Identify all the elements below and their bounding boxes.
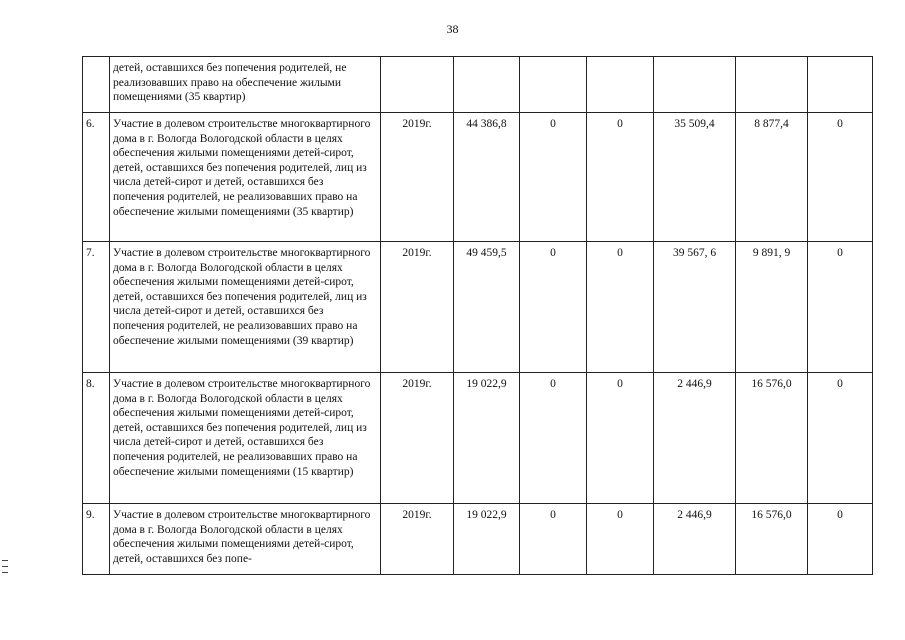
row-total: 49 459,5 [454, 242, 520, 373]
row-value-3: 0 [587, 373, 654, 504]
row-value-6 [808, 57, 873, 113]
page-number: 38 [446, 22, 459, 36]
row-total: 44 386,8 [454, 113, 520, 242]
row-year: 2019г. [381, 373, 454, 504]
row-value-4: 2 446,9 [654, 504, 736, 575]
row-value-6: 0 [808, 242, 873, 373]
row-value-4: 39 567, 6 [654, 242, 736, 373]
row-number: 8. [83, 373, 110, 504]
row-year: 2019г. [381, 113, 454, 242]
row-number [83, 57, 110, 113]
row-value-5: 16 576,0 [736, 504, 808, 575]
row-description: Участие в долевом строительстве многоквартирного дома в г. Вологда Вологодской области в целях обеспечения жилыми помещениями детей-сирот, детей, оставшихся без попечения родителей, лиц из числа детей-сирот и детей, оставшихся без попечения родителей, не реализовавших право на обеспечение жилыми помещениями (15 квартир) [110, 373, 381, 504]
row-year: 2019г. [381, 242, 454, 373]
row-year: 2019г. [381, 504, 454, 575]
table-row [83, 373, 873, 504]
row-value-5 [736, 57, 808, 113]
row-value-6: 0 [808, 504, 873, 575]
row-value-2: 0 [520, 373, 587, 504]
row-value-4 [654, 57, 736, 113]
row-description: Участие в долевом строительстве многоквартирного дома в г. Вологда Вологодской области в целях обеспечения жилыми помещениями детей-сирот, детей, оставшихся без попе- [110, 504, 381, 575]
table-row [83, 113, 873, 242]
row-total: 19 022,9 [454, 504, 520, 575]
table-row [83, 242, 873, 373]
row-value-3: 0 [587, 504, 654, 575]
row-value-2: 0 [520, 504, 587, 575]
row-year [381, 57, 454, 113]
row-value-3: 0 [587, 242, 654, 373]
table-row [83, 57, 873, 113]
row-value-6: 0 [808, 113, 873, 242]
row-value-5: 16 576,0 [736, 373, 808, 504]
row-value-3: 0 [587, 113, 654, 242]
row-total [454, 57, 520, 113]
budget-table [82, 56, 873, 575]
row-value-6: 0 [808, 373, 873, 504]
row-total: 19 022,9 [454, 373, 520, 504]
row-value-3 [587, 57, 654, 113]
row-description: Участие в долевом строительстве многоквартирного дома в г. Вологда Вологодской области в целях обеспечения жилыми помещениями детей-сирот, детей, оставшихся без попечения родителей, лиц из числа детей-сирот и детей, оставшихся без попечения родителей, не реализовавших право на обеспечение жилыми помещениями (35 квартир) [110, 113, 381, 242]
row-number: 6. [83, 113, 110, 242]
row-value-2: 0 [520, 113, 587, 242]
row-value-2: 0 [520, 242, 587, 373]
row-value-2 [520, 57, 587, 113]
table-row [83, 504, 873, 575]
row-value-5: 8 877,4 [736, 113, 808, 242]
row-value-4: 35 509,4 [654, 113, 736, 242]
row-number: 9. [83, 504, 110, 575]
row-value-5: 9 891, 9 [736, 242, 808, 373]
row-value-4: 2 446,9 [654, 373, 736, 504]
row-description: Участие в долевом строительстве многоквартирного дома в г. Вологда Вологодской области в целях обеспечения жилыми помещениями детей-сирот, детей, оставшихся без попечения родителей, лиц из числа детей-сирот и детей, оставшихся без попечения родителей, не реализовавших право на обеспечение жилыми помещениями (39 квартир) [110, 242, 381, 373]
scan-artifact-marks [2, 560, 10, 578]
row-description: детей, оставшихся без попечения родителей, не реализовавших право на обеспечение жилыми помещениями (35 квартир) [110, 57, 381, 113]
row-number: 7. [83, 242, 110, 373]
